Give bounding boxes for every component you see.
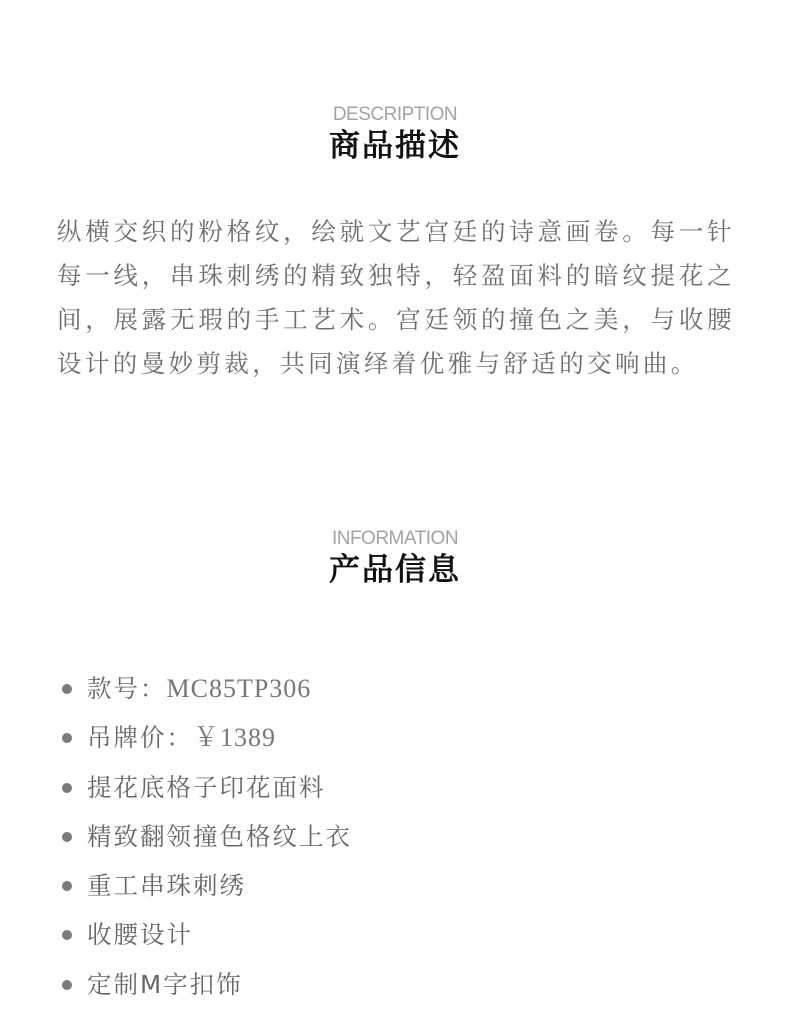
description-title-en: DESCRIPTION [332, 104, 458, 125]
description-title-cn: 商品描述 [329, 128, 461, 164]
info-item-style-number [62, 667, 352, 716]
bullet-icon [62, 881, 72, 891]
info-value: ￥1389 [193, 723, 277, 753]
info-label: 精致翻领撞色格纹上衣 [87, 821, 352, 851]
info-label: 定制M字扣饰 [87, 969, 243, 999]
information-header [0, 528, 790, 589]
bullet-icon [62, 980, 72, 990]
info-item-embroidery [62, 864, 352, 913]
product-info-list [62, 667, 352, 1012]
info-item-buckle [62, 963, 352, 1012]
information-title-en: INFORMATION [331, 528, 459, 549]
description-header [0, 104, 790, 165]
info-item-fabric [62, 766, 352, 815]
info-item-waist [62, 913, 352, 962]
description-text: 纵横交织的粉格纹，绘就文艺宫廷的诗意画卷。每一针每一线，串珠刺绣的精致独特，轻盈面料的暗纹提花之间，展露无瑕的手工艺术。宫廷领的撞色之美，与收腰设计的曼妙剪裁，共同演绎着优雅与舒适的交响曲。 [57, 217, 735, 378]
info-label: 吊牌价： [87, 723, 193, 753]
info-label: 款号： [87, 674, 167, 703]
info-value: MC85TP306 [166, 674, 312, 703]
bullet-icon [62, 684, 72, 694]
info-item-collar [62, 815, 352, 864]
bullet-icon [62, 930, 72, 940]
bullet-icon [62, 783, 72, 793]
information-title-cn: 产品信息 [329, 552, 461, 588]
bullet-icon [62, 832, 72, 842]
info-item-tag-price [62, 716, 352, 765]
info-label: 提花底格子印花面料 [87, 772, 326, 802]
bullet-icon [62, 733, 72, 743]
info-label: 重工串珠刺绣 [87, 871, 246, 901]
info-label: 收腰设计 [87, 920, 193, 950]
